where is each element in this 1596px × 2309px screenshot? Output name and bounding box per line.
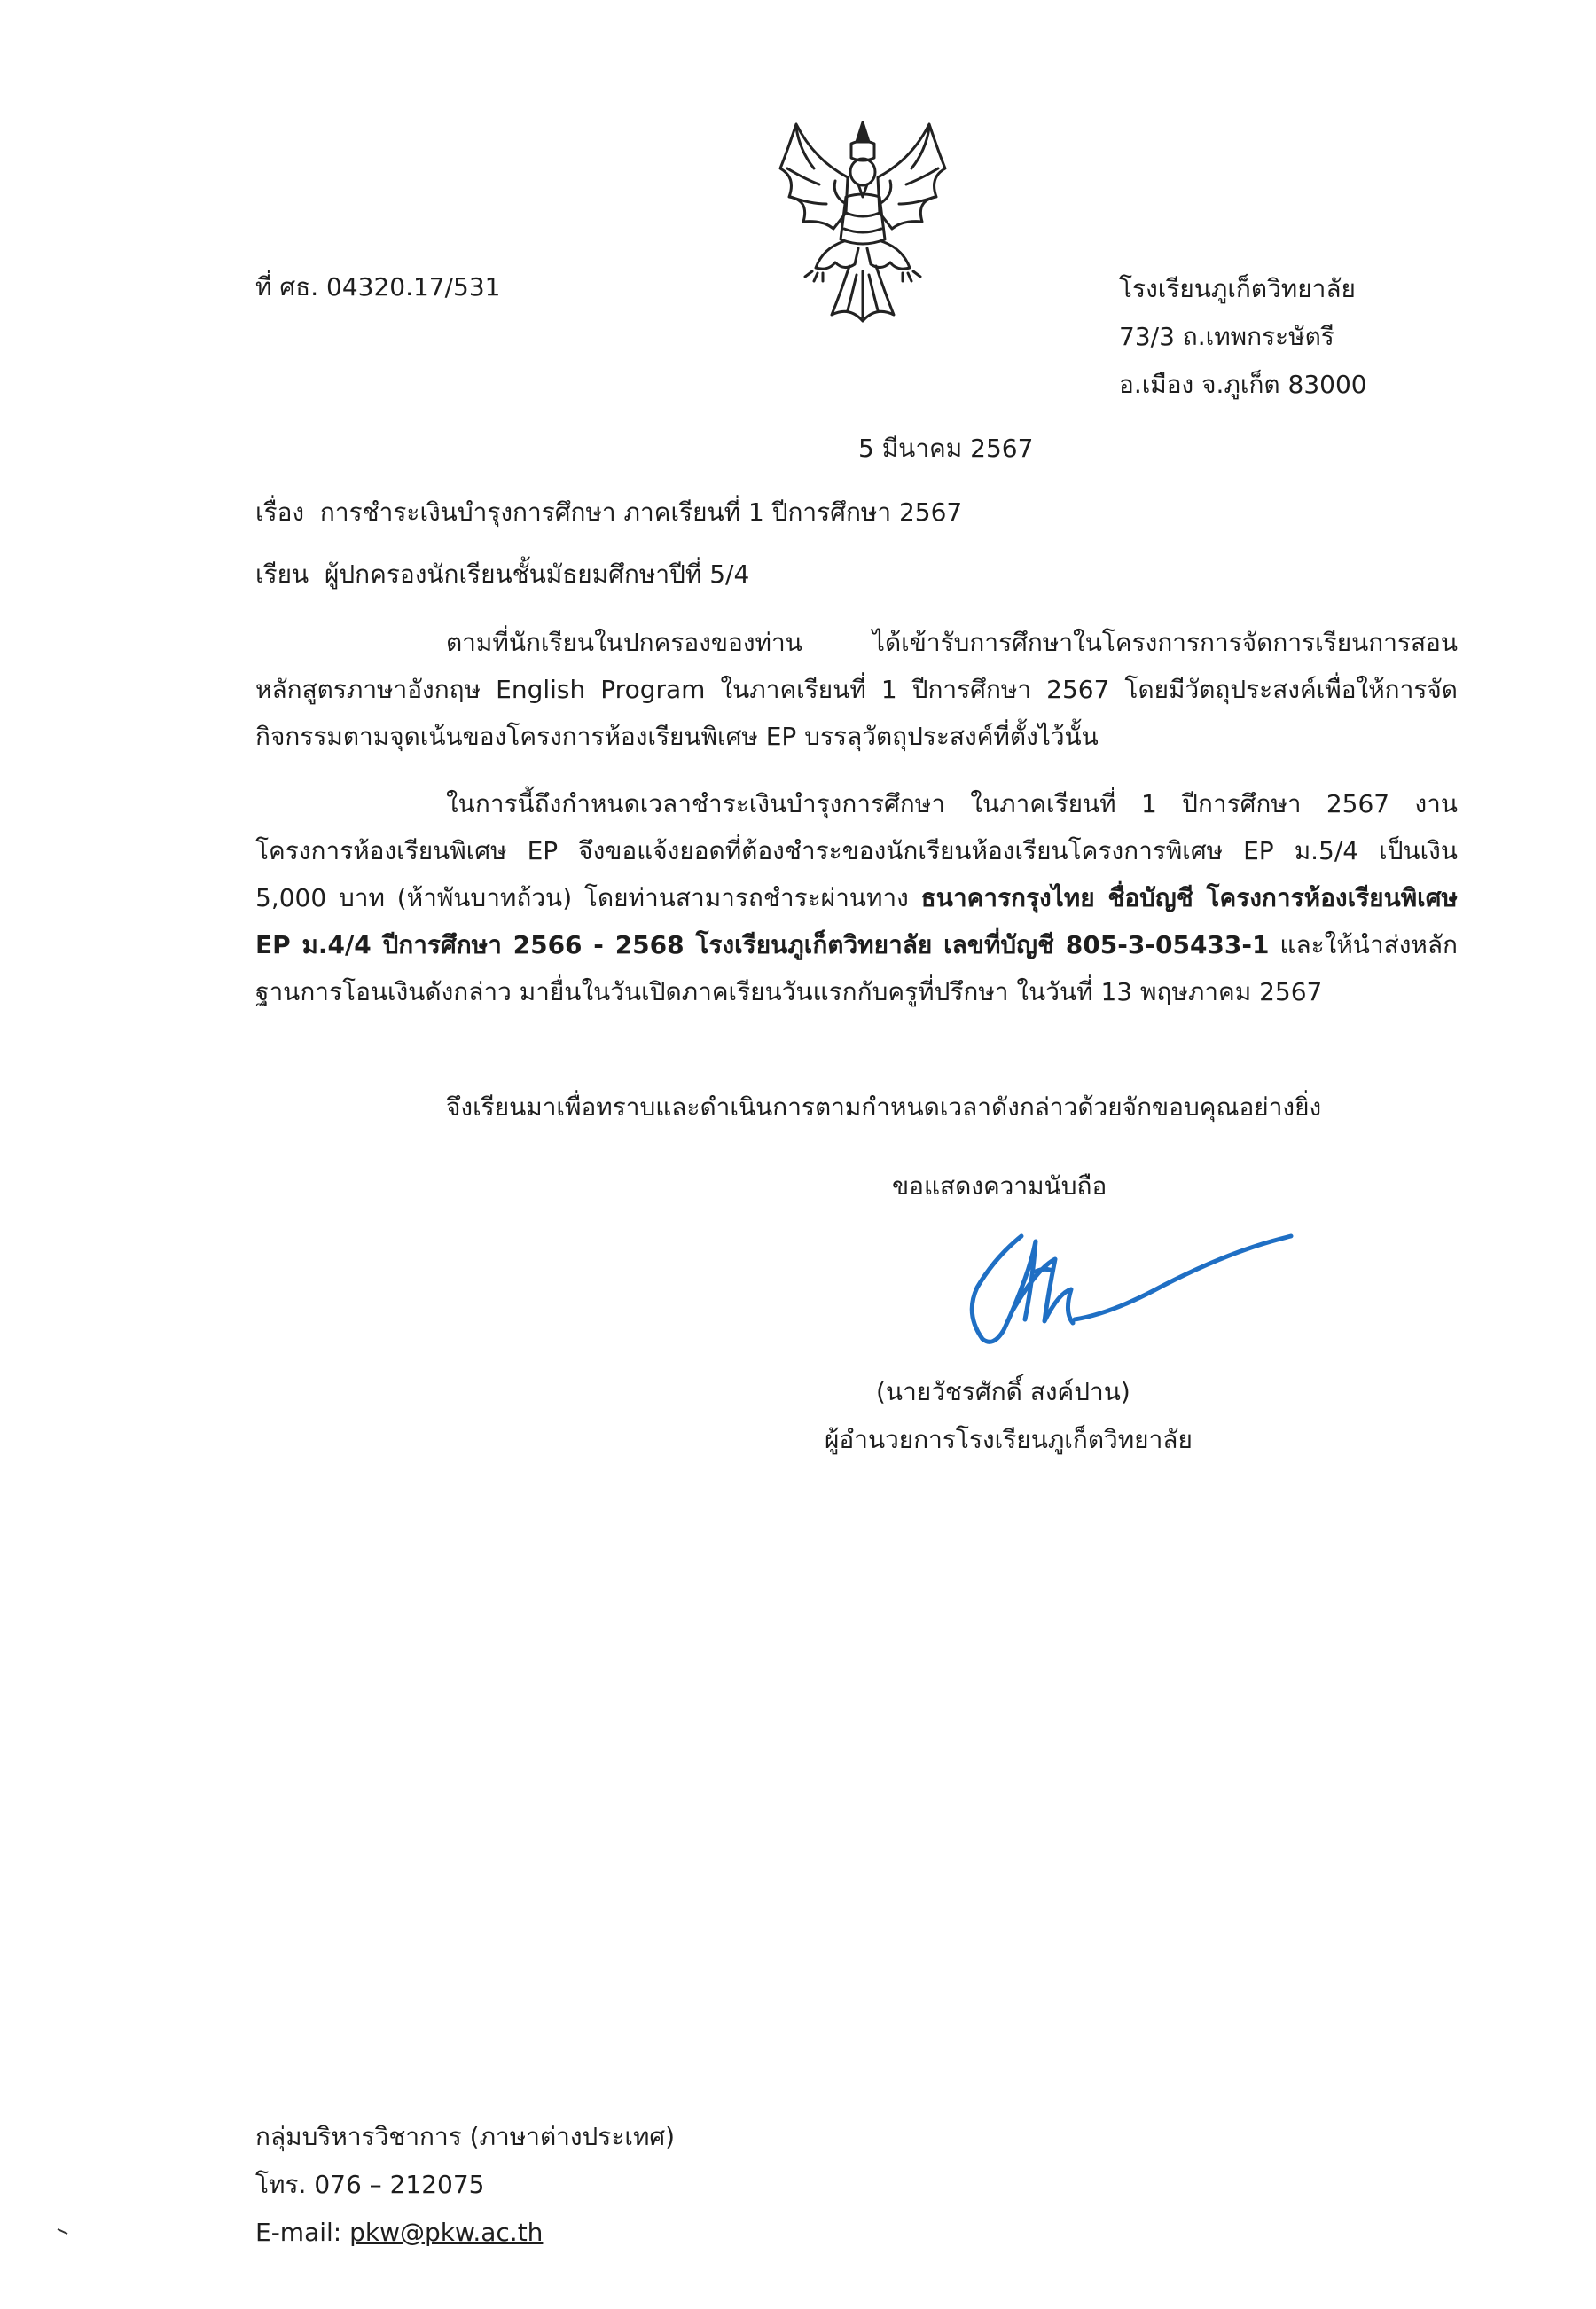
signer-title: ผู้อำนวยการโรงเรียนภูเก็ตวิทยาลัย <box>825 1425 1193 1454</box>
email-label: E-mail: <box>255 2218 342 2247</box>
garuda-emblem-icon <box>770 115 956 328</box>
signer-name: (นายวัชรศักดิ์ สงค์ปาน) <box>876 1377 1130 1406</box>
recipient-text: ผู้ปกครองนักเรียนชั้นมัธยมศึกษาปีที่ 5/4 <box>324 560 750 589</box>
body-paragraph-1 <box>255 619 1458 760</box>
subject-label: เรื่อง <box>255 497 305 527</box>
school-address-line1: 73/3 ถ.เทพกระษัตรี <box>1119 322 1334 351</box>
footer-phone: โทร. 076 – 212075 <box>255 2170 485 2199</box>
paragraph-3-text: จึงเรียนมาเพื่อทราบและดำเนินการตามกำหนดเวลาดังกล่าวด้วยจักขอบคุณอย่างยิ่ง <box>446 1092 1322 1122</box>
footer-email-line <box>255 2215 543 2250</box>
subject-text: การชำระเงินบำรุงการศึกษา ภาคเรียนที่ 1 ปีการศึกษา 2567 <box>319 497 963 527</box>
closing-salutation: ขอแสดงความนับถือ <box>892 1171 1107 1201</box>
recipient-label: เรียน <box>255 560 309 589</box>
scan-speck-icon <box>57 2227 69 2235</box>
letter-date: 5 มีนาคม 2567 <box>858 434 1034 463</box>
recipient-line <box>255 557 749 592</box>
school-name: โรงเรียนภูเก็ตวิทยาลัย <box>1119 274 1356 303</box>
paragraph-2-text-a: ในการนี้ถึงกำหนดเวลาชำระเงินบำรุงการศึกษา ในภาคเรียนที่ 1 ปีการศึกษา 2567 งานโครงการห้องเรียนพิเศษ EP จึงขอแจ้งยอดที่ต้องชำระของนักเรียนห้องเรียนโครงการพิเศษ EP ม.5/4 เป็นเงิน 5,000 บาท (ห้าพันบาทถ้วน) โดยท่านสามารถชำระผ่านทาง <box>255 789 1458 912</box>
document-number: ที่ ศธ. 04320.17/531 <box>255 272 501 301</box>
bank-account-details: ธนาคารกรุงไทย ชื่อบัญชี โครงการห้องเรียนพิเศษ EP ม.4/4 ปีการศึกษา 2566 - 2568 โรงเรียนภูเก็ตวิทยาลัย เลขที่บัญชี 805-3-05433-1 <box>255 883 1458 959</box>
paragraph-2-text-b: และให้นำส่งหลักฐานการโอนเงินดังกล่าว มายื่นในวันเปิดภาคเรียนวันแรกกับครูที่ปรึกษา ในวันที่ 13 พฤษภาคม 2567 <box>255 930 1458 1006</box>
body-paragraph-3 <box>255 1084 1458 1131</box>
footer-department: กลุ่มบริหารวิชาการ (ภาษาต่างประเทศ) <box>255 2122 676 2151</box>
school-address-line2: อ.เมือง จ.ภูเก็ต 83000 <box>1119 370 1367 399</box>
email-link[interactable]: pkw@pkw.ac.th <box>349 2218 544 2247</box>
body-paragraph-2 <box>255 780 1458 1015</box>
paragraph-1-text: ตามที่นักเรียนในปกครองของท่าน ได้เข้ารับการศึกษาในโครงการการจัดการเรียนการสอนหลักสูตรภาษาอังกฤษ English Program ในภาคเรียนที่ 1 ปีการศึกษา 2567 โดยมีวัตถุประสงค์เพื่อให้การจัดกิจกรรมตามจุดเน้นของโครงการห้องเรียนพิเศษ EP บรรลุวัตถุประสงค์ที่ตั้งไว้นั้น <box>255 628 1458 751</box>
subject-line <box>255 495 962 530</box>
signature-icon <box>940 1206 1312 1357</box>
